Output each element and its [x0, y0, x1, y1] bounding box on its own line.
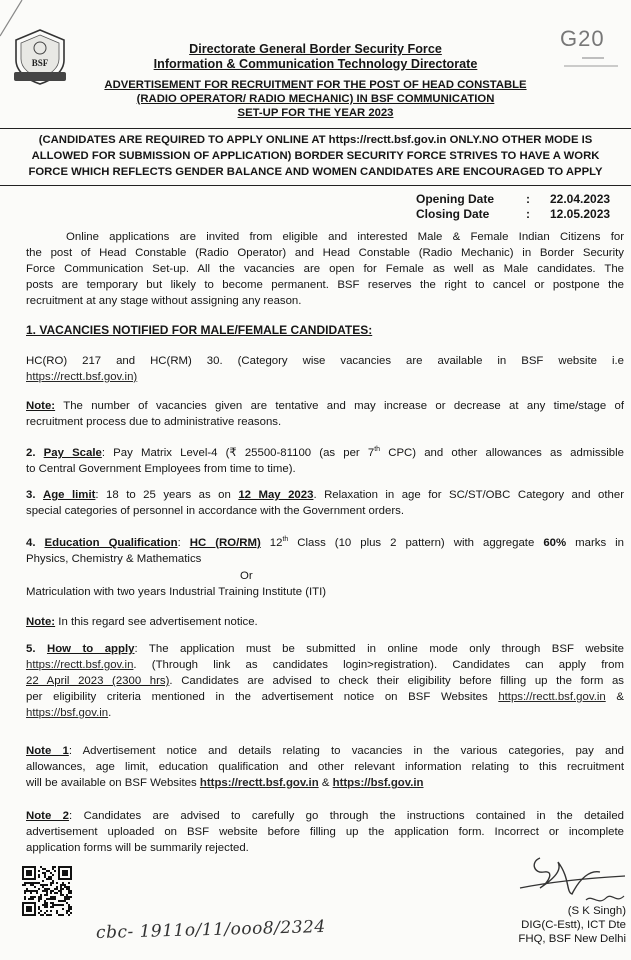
closing-date-colon: : — [526, 207, 530, 221]
dates-block — [416, 192, 626, 222]
education-percent: 60% — [543, 536, 567, 549]
age-limit-date: 12 May 2023 — [238, 489, 314, 501]
org-line-1: Directorate General Border Security Force — [189, 42, 442, 56]
how-to-apply-text-5: . — [108, 707, 112, 719]
age-limit-text-2: . Relaxation in age for SC/ST/OBC Category and other — [313, 489, 624, 501]
apply-link-2[interactable]: https://rectt.bsf.gov.in — [498, 691, 606, 703]
handwritten-reference: cbc- 1911o/11/ooo8/2324 — [95, 916, 326, 944]
education-line-2: Physics, Chemistry & Mathematics — [26, 552, 202, 565]
section-1-body — [26, 353, 624, 385]
notice-line-1: (CANDIDATES ARE REQUIRED TO APPLY ONLINE AT https://rectt.bsf.gov.in ONLY.NO OTHER MODE IS — [38, 134, 593, 146]
education-or: Or — [240, 569, 253, 582]
notice-box — [0, 128, 631, 186]
adv-title-line-2: (RADIO OPERATOR/ RADIO MECHANIC) IN BSF COMMUNICATION — [136, 93, 495, 105]
intro-line-2: the post of Head Constable (Radio Operator) and Head Constable (Radio Mechanic) in Border Security — [26, 247, 624, 259]
intro-paragraph — [26, 229, 624, 309]
note-b-text: In this regard see advertisement notice. — [55, 616, 258, 628]
age-limit-line-2: special categories of personnel in accordance with the Government orders. — [26, 505, 404, 517]
education-text-1: : — [177, 536, 190, 549]
note-vacancies-line-1: The number of vacancies given are tentative and may increase or decrease at any time/stage of — [55, 400, 624, 412]
note-1-label: Note 1 — [26, 745, 69, 757]
how-to-apply-text-1: : The application must be submitted in online mode only through BSF website — [134, 643, 625, 655]
signature-block — [480, 904, 626, 946]
section-3-number: 3. — [26, 489, 36, 501]
section-5-how-to-apply — [26, 641, 624, 721]
intro-line-1: Online applications are invited from eligible and interested Male & Female Indian Citizens for — [66, 231, 624, 243]
note-vacancies-line-2: recruitment process due to administrative reasons. — [26, 416, 282, 428]
adv-title-line-3: SET-UP FOR THE YEAR 2023 — [237, 107, 394, 119]
section-5-number: 5. — [26, 643, 36, 655]
education-post: HC (RO/RM) — [189, 536, 261, 549]
how-to-apply-label: How to apply — [46, 643, 135, 655]
how-to-apply-text-2: . (Through link as candidates login>registration). Candidates can apply from — [133, 659, 624, 671]
signatory-office: FHQ, BSF New Delhi — [518, 933, 626, 945]
note-1-line-1: : Advertisement notice and details relating to vacancies in the various categories, pay and — [68, 745, 625, 757]
section-1-heading: 1. VACANCIES NOTIFIED FOR MALE/FEMALE CANDIDATES: — [26, 323, 373, 337]
note-b-label: Note: — [26, 616, 56, 628]
intro-line-5: recruitment at any stage without assigning any reason. — [26, 295, 302, 307]
pay-scale-line-2: to Central Government Employees from time to time). — [26, 462, 296, 475]
education-sup: th — [282, 536, 289, 543]
age-limit-label: Age limit — [42, 489, 96, 501]
note-1-link-2[interactable]: https://bsf.gov.in — [332, 777, 424, 789]
note-2-line-1: : Candidates are advised to carefully go through the instructions contained in the detailed — [69, 810, 625, 822]
opening-date-row — [416, 192, 626, 207]
g20-logo-text: G20 — [560, 26, 605, 51]
opening-date-label: Opening Date — [416, 192, 495, 206]
note-2-line-2: advertisement uploaded on BSF website before filling up the application form. Incorrect or incomplete — [26, 826, 624, 838]
education-line-3: Matriculation with two years Industrial Training Institute (ITI) — [26, 585, 327, 598]
vacancies-line: HC(RO) 217 and HC(RM) 30. (Category wise vacancies are available in BSF website i.e — [26, 355, 624, 367]
pay-scale-sup: th — [374, 446, 381, 453]
section-3-age-limit — [26, 487, 624, 519]
how-to-apply-text-3: . Candidates are advised to check their eligibility before filling up the form as — [169, 675, 624, 687]
pay-scale-label: Pay Scale — [43, 446, 102, 459]
signatory-name: (S K Singh) — [567, 905, 626, 917]
section-4-number: 4. — [26, 536, 36, 549]
note-2-label: Note 2 — [26, 810, 70, 822]
note-1 — [26, 743, 624, 791]
education-text-3: Class (10 plus 2 pattern) with aggregate — [288, 536, 544, 549]
section-2-pay-scale — [26, 442, 624, 477]
notice-line-2: ALLOWED FOR SUBMISSION OF APPLICATION) BORDER SECURITY FORCE STRIVES TO HAVE A WORK — [31, 150, 600, 162]
education-text-2: 12 — [260, 536, 283, 549]
apply-link-3[interactable]: https://bsf.gov.in — [26, 707, 109, 719]
adv-title-line-1: ADVERTISEMENT FOR RECRUITMENT FOR THE POST OF HEAD CONSTABLE — [104, 79, 527, 91]
how-to-apply-text-4: per eligibility criteria mentioned in the advertisement notice on BSF Websites — [26, 691, 499, 703]
note-1-line-2: allowances, age limit, education qualification and other relevant information relating to this recruitment — [26, 761, 624, 773]
logo-text: BSF — [31, 58, 49, 68]
education-text-4: marks in — [566, 536, 625, 549]
org-line-2: Information & Communication Technology Directorate — [153, 57, 478, 71]
opening-date-value: 22.04.2023 — [550, 192, 611, 206]
note-label: Note: — [26, 400, 56, 412]
apply-from-date: 22 April 2023 (2300 hrs) — [26, 675, 170, 687]
closing-date-value: 12.05.2023 — [550, 207, 611, 221]
closing-date-label: Closing Date — [416, 207, 490, 221]
section-2-number: 2. — [26, 446, 36, 459]
note-2-line-3: application forms will be summarily rejected. — [26, 842, 249, 854]
qr-code — [22, 866, 72, 916]
intro-line-3: Force Communication Set-up. All the vacancies are open for Female as well as Male candidates. The — [26, 263, 624, 275]
education-label: Education Qualification — [44, 536, 178, 549]
note-vacancies — [26, 398, 624, 430]
note-1-line-3: will be available on BSF Websites — [26, 777, 200, 789]
signatory-designation: DIG(C-Estt), ICT Dte — [521, 919, 626, 931]
vacancies-link[interactable]: https://rectt.bsf.gov.in) — [26, 371, 138, 383]
apply-link-1[interactable]: https://rectt.bsf.gov.in — [26, 659, 134, 671]
section-4-education — [26, 532, 624, 600]
pay-scale-text-1: : Pay Matrix Level-4 (₹ 25500-81100 (as per 7 — [101, 446, 375, 459]
closing-date-row — [416, 207, 626, 222]
notice-line-3: FORCE WHICH REFLECTS GENDER BALANCE AND WOMEN CANDIDATES ARE ENCOURAGED TO APPLY — [28, 166, 603, 178]
opening-date-colon: : — [526, 192, 530, 206]
note-1-amp: & — [318, 777, 333, 789]
pay-scale-text-2: CPC) and other allowances as admissible — [380, 446, 624, 459]
intro-line-4: posts are temporary but likely to become permanent. BSF reserves the right to cancel or postpone the — [26, 279, 624, 291]
note-advertisement — [26, 614, 624, 630]
age-limit-text-1: : 18 to 25 years as on — [95, 489, 239, 501]
note-1-link-1[interactable]: https://rectt.bsf.gov.in — [199, 777, 319, 789]
apply-amp: & — [605, 691, 624, 703]
